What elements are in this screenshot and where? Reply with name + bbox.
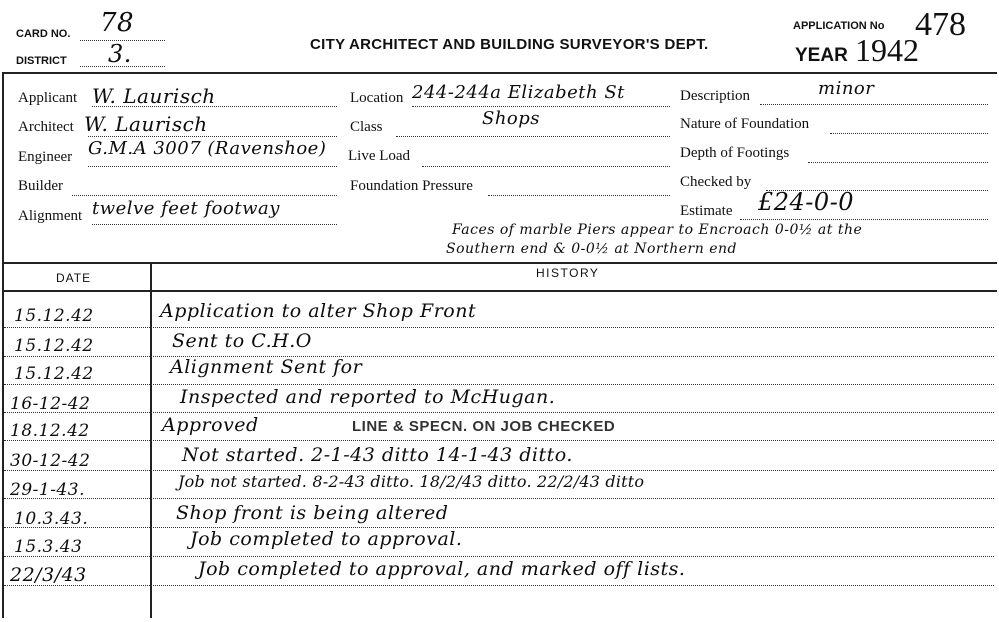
year-label: YEAR — [795, 45, 848, 66]
history-text: Approved — [162, 414, 259, 436]
date-header: DATE — [56, 271, 92, 285]
applicant-value: W. Laurisch — [92, 84, 216, 108]
history-date: 15.12.42 — [14, 364, 94, 384]
history-date: 15.3.43 — [14, 537, 83, 557]
history-date: 15.12.42 — [14, 336, 94, 356]
application-no-value: 478 — [915, 6, 966, 43]
checked-by-label: Checked by — [680, 174, 752, 190]
district-label: DISTRICT — [16, 55, 67, 67]
history-date: 18.12.42 — [10, 421, 90, 441]
history-date: 29-1-43. — [10, 480, 85, 500]
description-label: Description — [680, 88, 750, 104]
applicant-label: Applicant — [18, 90, 78, 106]
department-title: CITY ARCHITECT AND BUILDING SURVEYOR'S DEPT. — [310, 36, 709, 53]
header-rule — [2, 72, 997, 74]
history-date: 10.3.43. — [14, 509, 89, 529]
card-no-value: 78 — [100, 8, 135, 38]
class-value: Shops — [482, 108, 541, 129]
history-date: 16-12-42 — [10, 394, 91, 414]
history-text: Alignment Sent for — [170, 356, 363, 378]
alignment-value: twelve feet footway — [92, 198, 280, 219]
note-line-1: Faces of marble Piers appear to Encroach 0-0½ at the — [452, 222, 863, 238]
application-no-label: APPLICATION No — [793, 20, 885, 32]
history-text: Shop front is being altered — [176, 502, 449, 524]
history-date: 22/3/43 — [10, 564, 87, 586]
history-text: Job completed to approval. — [190, 528, 463, 550]
approval-stamp: LINE & SPECN. ON JOB CHECKED — [352, 418, 616, 435]
history-text: Application to alter Shop Front — [160, 300, 477, 322]
nature-of-foundation-label: Nature of Foundation — [680, 116, 810, 132]
history-date: 15.12.42 — [14, 306, 94, 326]
history-text: Job completed to approval, and marked off lists. — [198, 558, 686, 580]
history-text: Inspected and reported to McHugan. — [180, 386, 556, 408]
history-header: HISTORY — [536, 266, 600, 280]
location-value: 244-244a Elizabeth St — [412, 82, 625, 103]
note-line-2: Southern end & 0-0½ at Northern end — [446, 241, 737, 257]
history-text: Not started. 2-1-43 ditto 14-1-43 ditto. — [182, 444, 573, 466]
year-value: 1942 — [855, 32, 919, 68]
architect-value: W. Laurisch — [84, 112, 208, 136]
foundation-pressure-label: Foundation Pressure — [350, 178, 473, 194]
engineer-value: G.M.A 3007 (Ravenshoe) — [88, 138, 327, 159]
history-text: Job not started. 8-2-43 ditto. 18/2/43 ditto. 22/2/43 ditto — [178, 472, 645, 491]
history-text: Sent to C.H.O — [172, 330, 312, 352]
estimate-label: Estimate — [680, 203, 733, 219]
class-label: Class — [350, 119, 383, 135]
builder-label: Builder — [18, 178, 63, 194]
live-load-label: Live Load — [348, 148, 411, 164]
history-date: 30-12-42 — [10, 451, 91, 471]
location-label: Location — [350, 90, 404, 106]
district-value: 3. — [108, 40, 132, 68]
depth-of-footings-label: Depth of Footings — [680, 145, 790, 161]
engineer-label: Engineer — [18, 149, 73, 165]
architect-label: Architect — [18, 119, 74, 135]
card-no-label: CARD NO. — [16, 28, 71, 40]
description-value: minor — [818, 78, 875, 99]
estimate-value: £24-0-0 — [758, 188, 855, 216]
alignment-label: Alignment — [18, 208, 83, 224]
